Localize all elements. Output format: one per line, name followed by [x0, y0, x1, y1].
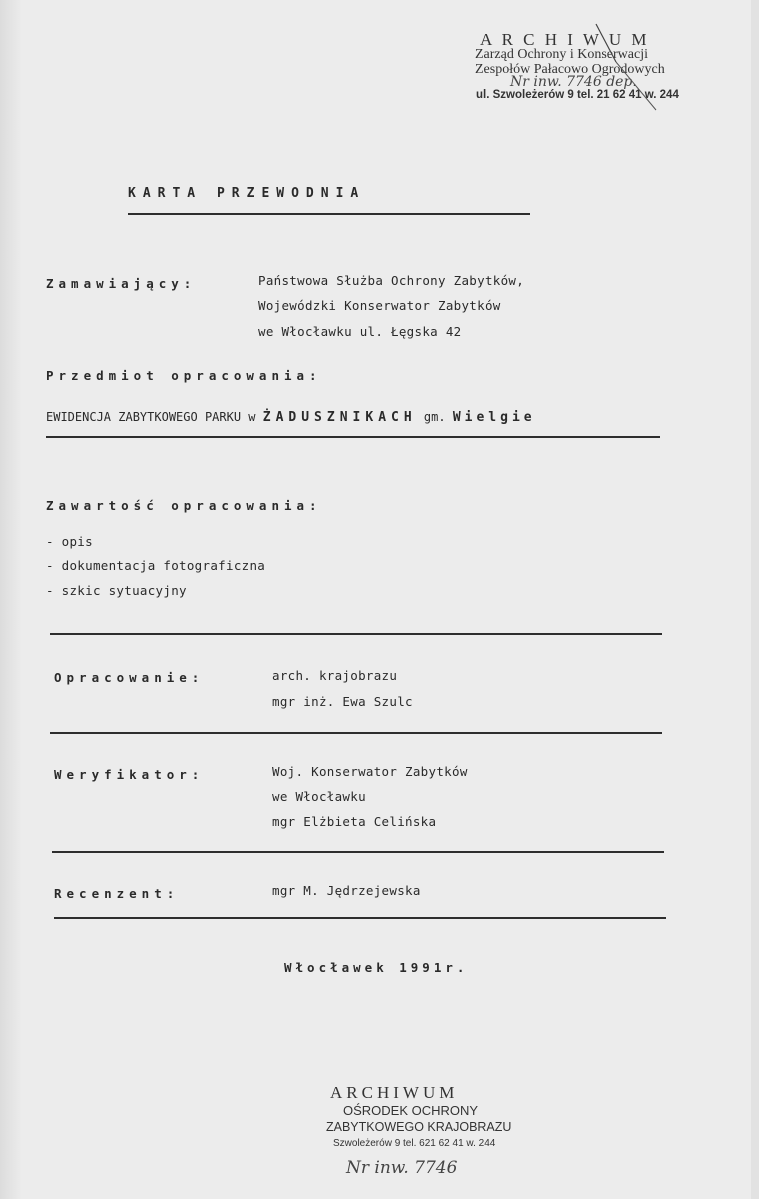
stamp-top-line3: Zespołów Pałacowo Ogrodowych: [475, 62, 665, 77]
stamp-bottom-address: Szwoleżerów 9 tel. 621 62 41 w. 244: [333, 1138, 496, 1149]
prepared-by-line-1: arch. krajobrazu: [272, 668, 398, 683]
verifier-line-1: Woj. Konserwator Zabytków: [272, 764, 468, 779]
title-underline: [128, 213, 530, 215]
page-edge-right: [751, 0, 759, 1199]
ordering-party-line-2: Wojewódzki Konserwator Zabytków: [258, 298, 501, 313]
verifier-line-2: we Włocławku: [272, 789, 366, 804]
page-edge-left: [0, 0, 22, 1199]
ordering-party-line-1: Państwowa Służba Ochrony Zabytków,: [258, 273, 525, 288]
verifier-line-3: mgr Elżbieta Celińska: [272, 814, 437, 829]
divider-4: [52, 851, 664, 853]
prepared-by-label: Opracowanie:: [54, 670, 205, 685]
stamp-bottom-title: ARCHIWUM: [330, 1083, 459, 1102]
subject-place: ŻADUSZNIKACH: [262, 410, 417, 425]
stamp-top-title: A R C H I W U M: [480, 30, 650, 49]
stamp-top-line2: Zarząd Ochrony i Konserwacji: [475, 47, 648, 62]
divider-3: [50, 732, 662, 734]
subject-text: EWIDENCJA ZABYTKOWEGO PARKU w: [46, 410, 256, 424]
stamp-bottom-line2: OŚRODEK OCHRONY: [343, 1103, 479, 1118]
contents-item-1: - opis: [46, 534, 93, 549]
reviewer-name: mgr M. Jędrzejewska: [272, 883, 421, 898]
ordering-party-label: Zamawiający:: [46, 276, 197, 291]
contents-item-2: - dokumentacja fotograficzna: [46, 558, 266, 573]
stamp-strike-line: [590, 22, 660, 114]
contents-label: Zawartość opracowania:: [46, 498, 322, 513]
contents-item-3: - szkic sytuacyjny: [46, 583, 187, 598]
document-title: KARTA PRZEWODNIA: [128, 186, 366, 201]
subject-gmina-prefix: gm.: [423, 410, 446, 424]
stamp-bottom-handwritten-number: Nr inw. 7746: [346, 1158, 458, 1178]
subject-line: [46, 410, 536, 425]
place-date: Włocławek 1991r.: [284, 960, 469, 975]
stamp-top-handwritten-number: Nr inw. 7746 dep.: [510, 74, 637, 90]
divider-1: [46, 436, 660, 438]
divider-5: [54, 917, 666, 919]
prepared-by-line-2: mgr inż. Ewa Szulc: [272, 694, 413, 709]
stamp-bottom-line3: ZABYTKOWEGO KRAJOBRAZU: [326, 1120, 512, 1134]
reviewer-label: Recenzent:: [54, 886, 180, 901]
subject-label: Przedmiot opracowania:: [46, 368, 322, 383]
verifier-label: Weryfikator:: [54, 767, 205, 782]
subject-gmina: Wielgie: [452, 410, 536, 425]
stamp-top-address: ul. Szwoleżerów 9 tel. 21 62 41 w. 244: [476, 89, 679, 101]
ordering-party-line-3: we Włocławku ul. Łęgska 42: [258, 324, 462, 339]
divider-2: [50, 633, 662, 635]
